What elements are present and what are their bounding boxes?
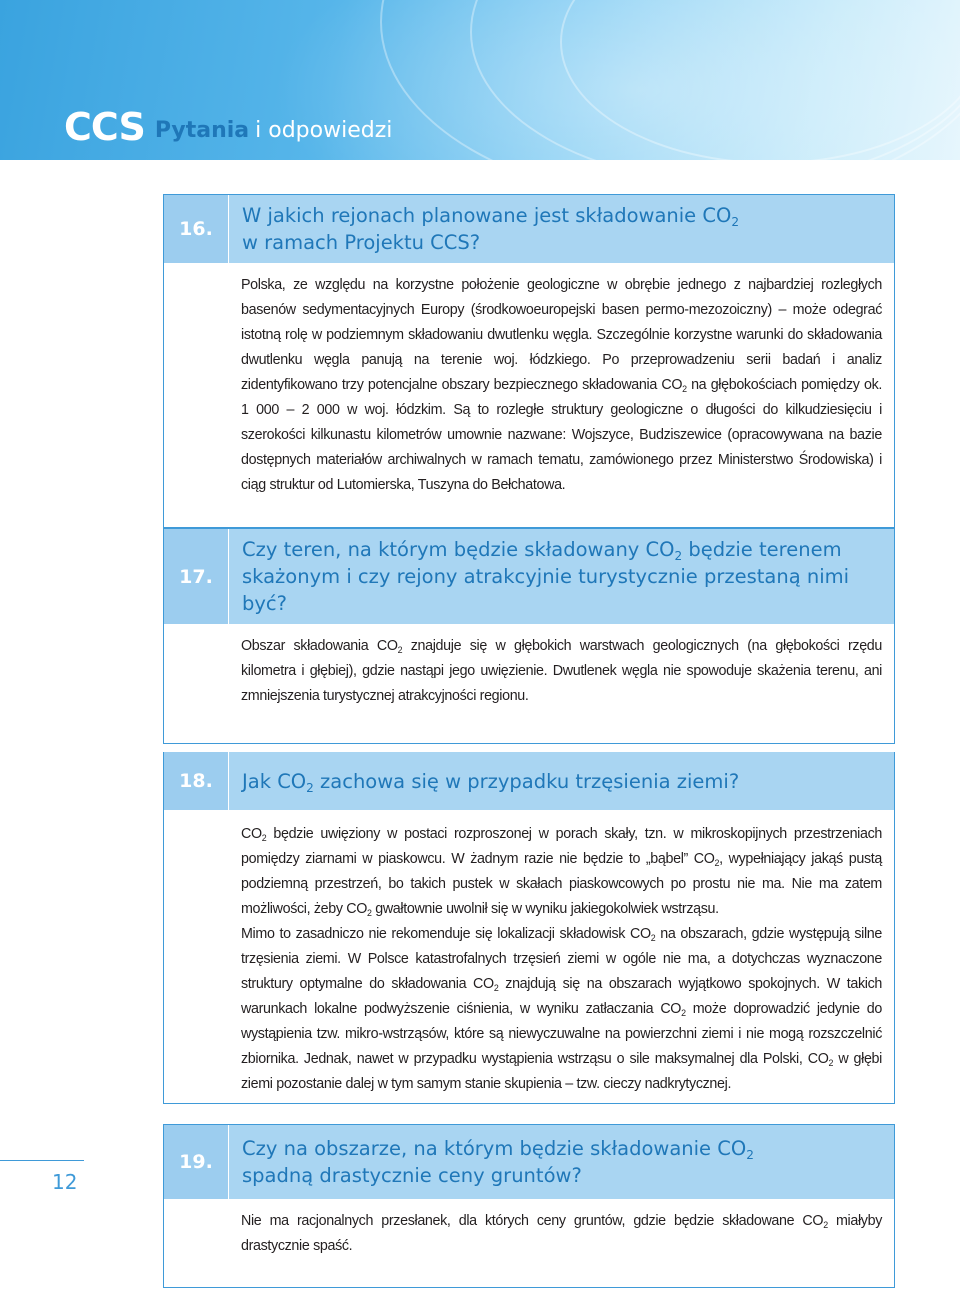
question-number: 19. bbox=[164, 1125, 229, 1199]
question-header bbox=[164, 1125, 894, 1199]
question-title: W jakich rejonach planowane jest składowanie $CO_2$ w ramach Projektu CCS? bbox=[229, 195, 894, 263]
subtitle-odpowiedzi: i odpowiedzi bbox=[255, 118, 393, 143]
brand-title: CCS bbox=[64, 105, 145, 149]
question-number: 18. bbox=[164, 752, 229, 810]
question-block-18 bbox=[163, 752, 895, 1104]
question-number: 17. bbox=[164, 529, 229, 624]
page-number-rule bbox=[0, 1160, 84, 1161]
answer-text: Polska, ze względu na korzystne położenie geologiczne w obrębie jednego z najbardziej rozległych basenów sedymentacyjnych Europy (środkowoeuropejski basen permo-mezozoiczny) – może odegrać istotną rolę w podziemnym składowaniu dwutlenku węgla. Szczególnie korzystne warunki do składowania dwutlenku węgla panują na terenie woj. łódzkiego. Po przeprowadzeniu serii badań i analiz zidentyfikowano trzy potencjalne obszary bezpiecznego składowania $CO_2$ na głębokościach pomiędzy ok. 1 000 – 2 000 w woj. łódzkim. Są to rozległe struktury geologiczne o długości do kilkudziesięciu i szerokości kilkunastu kilometrów umownie nazwane: Wojszyce, Budziszewice (opracowywana na bazie dostępnych materiałów archiwalnych w ramach tematu, zamówionego przez Ministerstwo Środowiska) i ciąg struktur od Lutomierska, Tuszyna do Bełchatowa. bbox=[241, 277, 882, 493]
page-number: 12 bbox=[52, 1170, 78, 1194]
subtitle-pytania: Pytania bbox=[154, 118, 250, 143]
question-title: Czy na obszarze, na którym będzie składowanie $CO_2$ spadną drastycznie ceny gruntów? bbox=[229, 1125, 894, 1199]
question-block-17 bbox=[163, 528, 895, 744]
answer-text: Obszar składowania $CO_2$ znajduje się w głębokich warstwach geologicznych (na głębokości rzędu kilometra i głębiej), gdzie nastąpi jego uwięzienie. Dwutlenek węgla nie spowoduje skażenia terenu, ani zmniejszenia turystycznej atrakcyjności regionu. bbox=[241, 638, 882, 704]
question-header bbox=[164, 529, 894, 624]
answer-text: $CO_2$ będzie uwięziony w postaci rozproszonej w porach skały, tzn. w mikroskopijnych przestrzeniach pomiędzy ziarnami w piaskowcu. W żadnym razie nie będzie to „bąbel” $CO_2$, wypełniający jakąś pustą podziemną przestrzeń, bo takich pustek w skałach piaskowcowych po prostu nie ma. Nie ma zatem możliwości, żeby $CO_2$ gwałtownie uwolnił się w wyniku jakiegokolwiek wstrząsu. Mimo to zasadniczo nie rekomenduje się lokalizacji składowisk $CO_2$ na obszarach, gdzie występują silne trzęsienia ziemi. W Polsce katastrofalnych trzęsień ziemi w ogóle nie ma, a dotychczas wyznaczone struktury optymalne do składowania $CO_2$ znajdują się na obszarach wyjątkowo spokojnych. W takich warunkach lokalne podwyższenie ciśnienia, w wyniku zatłaczania $CO_2$ może doprowadzić jedynie do wystąpienia tzw. mikro-wstrząsów, które są niewyczuwalne na powierzchni ziemi i nie mogą rozszczelnić zbiornika. Jednak, nawet w przypadku wystąpienia wstrząsu o sile maksymalnej dla Polski, $CO_2$ w głębi ziemi pozostanie dalej w tym samym stanie skupienia – tzw. cieczy nadkrytycznej. bbox=[241, 826, 883, 1092]
header-banner bbox=[0, 0, 960, 160]
answer-text: Nie ma racjonalnych przesłanek, dla których ceny gruntów, gdzie będzie składowane $CO_2$ miałyby drastycznie spaść. bbox=[241, 1213, 882, 1254]
question-title: Czy teren, na którym będzie składowany $CO_2$ będzie terenem skażonym i czy rejony atrakcyjnie turystycznie przestaną nimi być? bbox=[229, 529, 894, 624]
question-header bbox=[164, 195, 894, 263]
header-title bbox=[64, 96, 393, 149]
question-block-19 bbox=[163, 1124, 895, 1288]
question-title: Jak $CO_2$ zachowa się w przypadku trzęsienia ziemi? bbox=[229, 752, 894, 810]
question-header bbox=[164, 752, 894, 810]
question-block-16 bbox=[163, 194, 895, 528]
question-number: 16. bbox=[164, 195, 229, 263]
